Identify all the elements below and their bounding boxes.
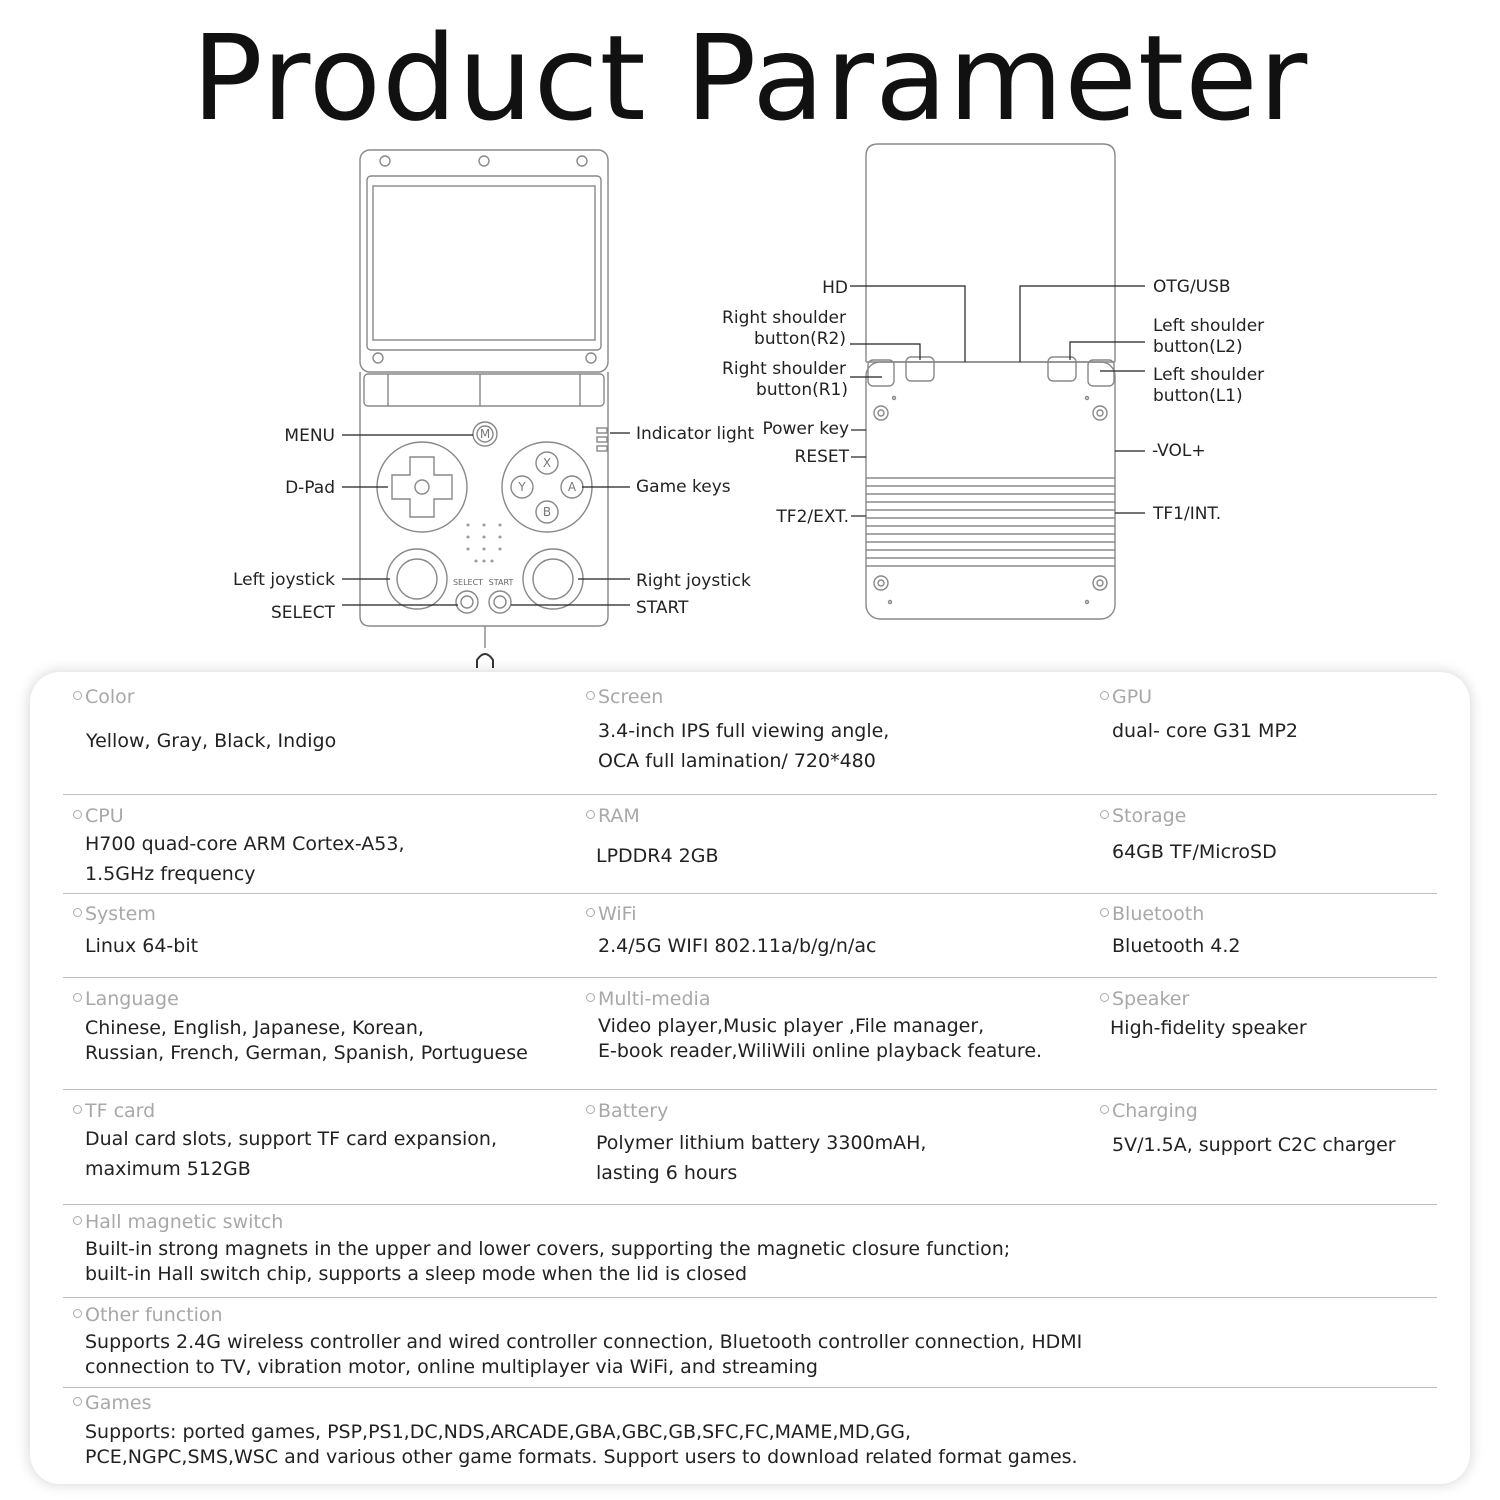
param-value: Polymer lithium battery 3300mAH, lasting 6 hours	[596, 1132, 927, 1184]
param-key: CPU	[73, 805, 404, 827]
param-value: Linux 64-bit	[85, 935, 199, 957]
param-key: Battery	[586, 1100, 926, 1122]
start-button-text: START	[488, 578, 514, 587]
param-key: Hall magnetic switch	[73, 1211, 1010, 1233]
back-view	[866, 144, 1115, 619]
param-key: Multi-media	[586, 988, 1042, 1010]
b-button-glyph: B	[542, 505, 552, 519]
label-r1-line2: button(R1)	[756, 380, 848, 400]
a-button-glyph: A	[567, 480, 577, 494]
param-wifi	[586, 903, 876, 961]
label-tf1: TF1/INT.	[1153, 504, 1222, 524]
param-key: Bluetooth	[1100, 903, 1241, 925]
label-l2-line2: button(L2)	[1153, 337, 1243, 357]
param-key: Charging	[1100, 1100, 1396, 1122]
param-value: Built-in strong magnets in the upper and lower covers, supporting the magnetic closure function; built-in Hall switch chip, supports a sleep mode when the lid is closed	[85, 1238, 1011, 1285]
label-left-joystick: Left joystick	[232, 570, 335, 590]
param-tfcard	[73, 1100, 497, 1184]
param-value: 5V/1.5A, support C2C charger	[1112, 1134, 1396, 1156]
param-key: Other function	[73, 1304, 1082, 1326]
param-value: Chinese, English, Japanese, Korean, Russian, French, German, Spanish, Portuguese	[85, 1017, 528, 1064]
param-value: 2.4/5G WIFI 802.11a/b/g/n/ac	[598, 935, 877, 957]
label-game-keys: Game keys	[636, 477, 731, 497]
param-multimedia	[586, 988, 1042, 1064]
param-value: dual- core G31 MP2	[1112, 720, 1298, 742]
param-value: Supports 2.4G wireless controller and wired controller connection, Bluetooth controller connection, HDMI connection to TV, vibration motor, online multiplayer via WiFi, and streaming	[85, 1331, 1083, 1378]
label-tf2: TF2/EXT.	[776, 507, 849, 527]
params-row	[63, 894, 1437, 978]
param-value: LPDDR4 2GB	[596, 845, 719, 867]
param-value: Supports: ported games, PSP,PS1,DC,NDS,ARCADE,GBA,GBC,GB,SFC,FC,MAME,MD,GG, PCE,NGPC,SMS,WSC and various other game formats. Support users to download related format games.	[85, 1421, 1078, 1468]
params-row	[63, 1090, 1437, 1205]
x-button-glyph: X	[542, 456, 552, 470]
label-r2-line1: Right shoulder	[722, 308, 846, 328]
param-key: RAM	[586, 805, 718, 827]
param-value: H700 quad-core ARM Cortex-A53, 1.5GHz frequency	[85, 833, 405, 885]
label-select: SELECT	[271, 603, 335, 623]
param-color	[73, 686, 336, 756]
label-menu: MENU	[284, 426, 335, 446]
param-ram	[586, 805, 718, 871]
param-value: 3.4-inch IPS full viewing angle, OCA full lamination/ 720*480	[598, 720, 890, 772]
label-l2-line1: Left shoulder	[1153, 316, 1265, 336]
param-system	[73, 903, 198, 961]
params-row	[63, 686, 1437, 795]
label-dpad: D-Pad	[285, 478, 335, 498]
param-value: Yellow, Gray, Black, Indigo	[86, 730, 337, 752]
device-diagram	[0, 140, 1500, 670]
param-key: Speaker	[1100, 988, 1307, 1010]
params-row	[63, 1298, 1437, 1388]
label-r2-line2: button(R2)	[754, 329, 846, 349]
params-row	[63, 978, 1437, 1090]
menu-button-glyph: M	[479, 427, 491, 441]
params-row	[63, 1388, 1437, 1478]
param-key: Color	[73, 686, 336, 708]
label-l1-line1: Left shoulder	[1153, 365, 1265, 385]
params-row	[63, 1205, 1437, 1298]
param-gpu	[1100, 686, 1298, 746]
speaker-grille	[467, 524, 502, 563]
param-value: 64GB TF/MicroSD	[1112, 841, 1277, 863]
label-hd: HD	[822, 278, 848, 298]
param-key: Language	[73, 988, 528, 1010]
param-key: WiFi	[586, 903, 876, 925]
page-title: Product Parameter	[191, 9, 1309, 147]
label-indicator-light: Indicator light	[636, 424, 755, 444]
front-view	[360, 150, 608, 668]
param-key: GPU	[1100, 686, 1298, 708]
param-key: TF card	[73, 1100, 497, 1122]
label-r1-line1: Right shoulder	[722, 359, 846, 379]
param-value: Dual card slots, support TF card expansion, maximum 512GB	[85, 1128, 497, 1180]
param-key: Storage	[1100, 805, 1277, 827]
param-value: High-fidelity speaker	[1110, 1017, 1307, 1039]
param-hall	[73, 1211, 1010, 1287]
label-power-key: Power key	[762, 419, 849, 439]
param-other	[73, 1304, 1082, 1380]
params-row	[63, 795, 1437, 894]
param-value: Bluetooth 4.2	[1112, 935, 1241, 957]
param-charging	[1100, 1100, 1396, 1160]
param-cpu	[73, 805, 404, 889]
param-games	[73, 1392, 1078, 1470]
label-l1-line2: button(L1)	[1153, 386, 1243, 406]
param-key: Screen	[586, 686, 889, 708]
param-speaker	[1100, 988, 1307, 1041]
label-right-joystick: Right joystick	[636, 571, 751, 591]
y-button-glyph: Y	[518, 480, 526, 494]
param-value: Video player,Music player ,File manager, E-book reader,WiliWili online playback feature.	[598, 1015, 1043, 1062]
param-screen	[586, 686, 889, 776]
label-otg: OTG/USB	[1153, 277, 1231, 297]
label-vol: -VOL+	[1152, 441, 1206, 461]
select-button-text: SELECT	[452, 578, 484, 587]
label-start: START	[636, 598, 689, 618]
param-bluetooth	[1100, 903, 1241, 961]
param-storage	[1100, 805, 1277, 867]
param-key: Games	[73, 1392, 1078, 1414]
label-reset: RESET	[794, 447, 849, 467]
param-language	[73, 988, 528, 1066]
param-battery	[586, 1100, 926, 1188]
params-card	[30, 672, 1470, 1484]
param-key: System	[73, 903, 198, 925]
